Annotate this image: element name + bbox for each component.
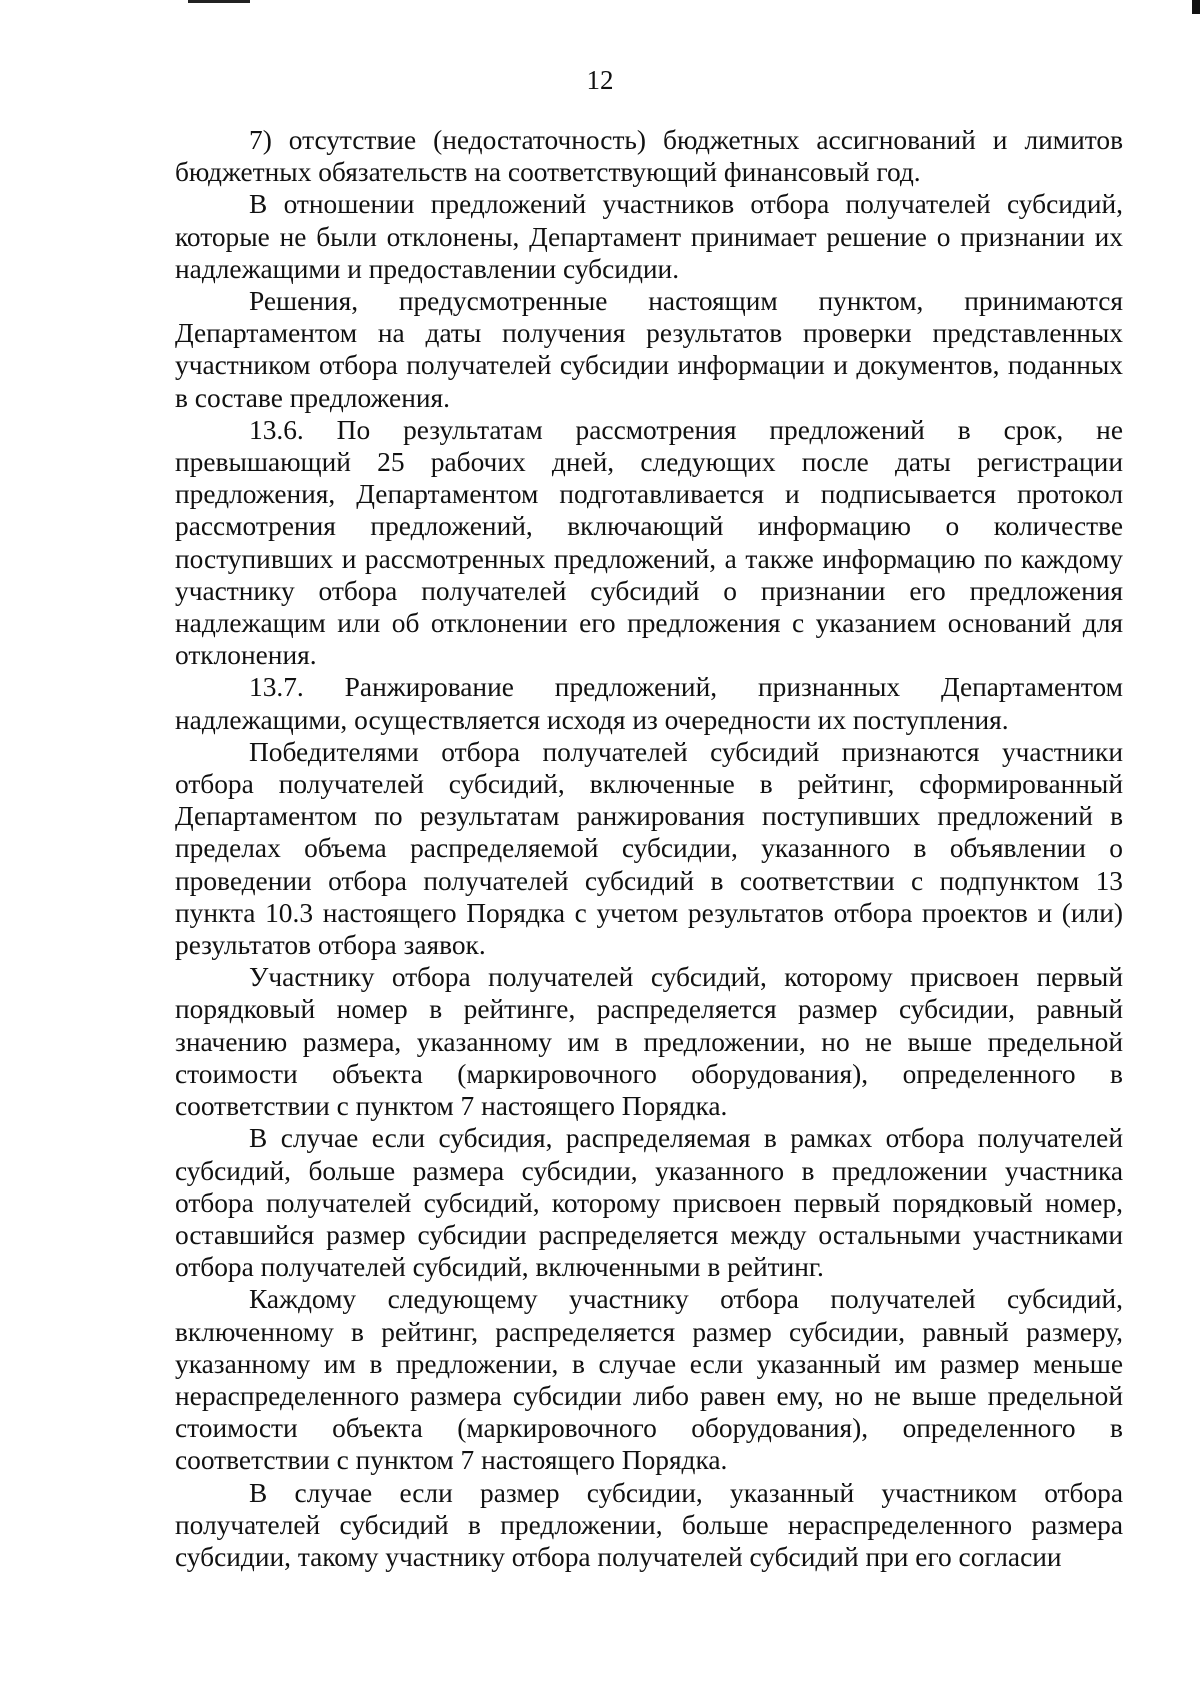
paragraph-13-6: 13.6. По результатам рассмотрения предложений в срок, не превышающий 25 рабочих дней, следующих после даты регистрации предложения, Департаментом подготавливается и подписывается протокол рассмотрения предложений, включающий информацию о количестве поступивших и рассмотренных предложений, а также информацию по каждому участнику отбора получателей субсидий о признании его предложения надлежащим или об отклонении его предложения с указанием оснований для отклонения. <box>175 414 1123 671</box>
page-number: 12 <box>586 65 614 95</box>
paragraph-item-7: 7) отсутствие (недостаточность) бюджетных ассигнований и лимитов бюджетных обязательств на соответствующий финансовый год. <box>175 125 1123 188</box>
document-body <box>175 124 1123 1573</box>
paragraph-decisions: Решения, предусмотренные настоящим пунктом, принимаются Департаментом на даты получения результатов проверки представленных участником отбора получателей субсидии информации и документов, поданных в составе предложения. <box>175 286 1123 413</box>
scan-edge-mark-right <box>1192 0 1200 14</box>
paragraph-winners: Победителями отбора получателей субсидий признаются участники отбора получателей субсидий, включенные в рейтинг, сформированный Департаментом по результатам ранжирования поступивших предложений в пределах объема распределяемой субсидии, указанного в объявлении о проведении отбора получателей субсидий в соответствии с подпунктом 13 пункта 10.3 настоящего Порядка с учетом результатов отбора проектов и (или) результатов отбора заявок. <box>175 736 1123 961</box>
paragraph-each-next: Каждому следующему участнику отбора получателей субсидий, включенному в рейтинг, распределяется размер субсидии, равный размеру, указанному им в предложении, в случае если указанный им размер меньше нераспределенного размера субсидии либо равен ему, но не выше предельной стоимости объекта (маркировочного оборудования), определенного в соответствии с пунктом 7 настоящего Порядка. <box>175 1284 1123 1476</box>
paragraph-greater-size: В случае если размер субсидии, указанный участником отбора получателей субсидий в предложении, больше нераспределенного размера субсидии, такому участнику отбора получателей субсидий при его согласии <box>175 1477 1123 1572</box>
paragraph-remaining-subsidy: В случае если субсидия, распределяемая в рамках отбора получателей субсидий, больше размера субсидии, указанного в предложении участника отбора получателей субсидий, которому присвоен первый порядковый номер, оставшийся размер субсидии распределяется между остальными участниками отбора получателей субсидий, включенными в рейтинг. <box>175 1123 1123 1283</box>
scan-edge-mark <box>188 0 250 3</box>
paragraph-13-7: 13.7. Ранжирование предложений, признанных Департаментом надлежащими, осуществляется исходя из очередности их поступления. <box>175 672 1123 735</box>
paragraph-first-participant: Участнику отбора получателей субсидий, которому присвоен первый порядковый номер в рейтинге, распределяется размер субсидии, равный значению размера, указанному им в предложении, но не выше предельной стоимости объекта (маркировочного оборудования), определенного в соответствии с пунктом 7 настоящего Порядка. <box>175 962 1123 1122</box>
paragraph-not-rejected: В отношении предложений участников отбора получателей субсидий, которые не были отклонены, Департамент принимает решение о признании их надлежащими и предоставлении субсидии. <box>175 189 1123 284</box>
